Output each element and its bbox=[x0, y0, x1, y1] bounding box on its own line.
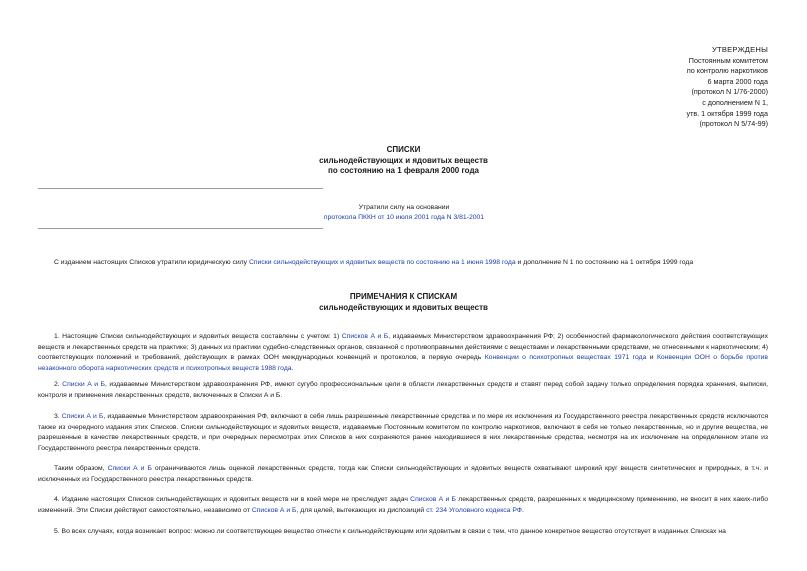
approval-line: (протокол N 5/74-99) bbox=[699, 119, 768, 129]
approval-line: 6 марта 2000 года bbox=[707, 76, 768, 86]
lists-a-b-link[interactable]: Списков А и Б bbox=[341, 333, 389, 340]
lists-a-b-link[interactable]: Списки А и Б bbox=[61, 413, 104, 420]
note-paragraph-2 bbox=[38, 380, 768, 401]
approval-line: по контролю наркотиков bbox=[686, 66, 768, 76]
text-run: 2. bbox=[54, 381, 63, 388]
text-run: лекарственных средств, разрешенных к медицинскому применению, не вносит в них каких-либо изменений. Эти Списки действуют самостоятельно, независимо от bbox=[38, 496, 768, 514]
lost-force-link[interactable]: протокола ПККН от 10 июля 2001 года N 3/81-2001 bbox=[323, 213, 485, 221]
divider-bottom bbox=[38, 228, 323, 229]
lost-force-note bbox=[38, 203, 770, 222]
lists-a-b-link[interactable]: Списки А и Б bbox=[62, 381, 105, 388]
convention-1971-link[interactable]: Конвенции о психотропных веществах 1971 года bbox=[484, 354, 647, 362]
note-paragraph-4 bbox=[38, 495, 768, 516]
notes-title-line: сильнодействующих и ядовитых веществ bbox=[319, 302, 488, 312]
convention-1988-link[interactable]: Конвенции ООН о борьбе против незаконного оборота наркотических средств и психотропных веществ 1988 года bbox=[38, 354, 768, 372]
approval-heading: УТВЕРЖДЕНЫ bbox=[712, 45, 768, 54]
text-run: С изданием настоящих Списков утратили юридическую силу bbox=[54, 259, 249, 266]
approval-line: (протокол N 1/76-2000) bbox=[691, 87, 768, 97]
note-paragraph-5 bbox=[38, 527, 768, 538]
note-paragraph-3 bbox=[38, 412, 768, 454]
text-run: 3. bbox=[54, 413, 62, 420]
text-run: . bbox=[521, 506, 524, 514]
criminal-code-article-link[interactable]: ст. 234 Уголовного кодекса РФ bbox=[426, 506, 522, 514]
text-run: , издаваемые Министерством здравоохранения РФ, имеют сугубо профессиональные цели в области лекарственных средств и ставят перед собой задачу только определения порядка хранения, выписки, контроля и применения лекарственных средств, включенных в Списки А и Б. bbox=[38, 381, 768, 399]
title-line: по состоянию на 1 февраля 2000 года bbox=[328, 166, 479, 176]
approval-stamp bbox=[608, 45, 768, 130]
intro-paragraph bbox=[38, 258, 768, 269]
text-run: , издаваемых Министерством здравоохранения РФ; 2) особенностей фармакологического действия соответствующих веществ и лекарственных средств на практике; 3) данных из практики судебно-следственных органов, связанной с противоправными действиями с веществами и лекарственными средствами, не отнесенными к наркотическим; 4) соответствующих положений и требований, действующих в рамках ООН международных конвенций и протоколов, в первую очередь bbox=[38, 333, 768, 362]
notes-title bbox=[0, 292, 807, 313]
title-line: сильнодействующих и ядовитых веществ bbox=[319, 155, 488, 165]
text-run: 5. Во всех случаях, когда возникает вопрос: можно ли соответствующее вещество отнести к сильнодействующим или ядовитым в связи с тем, что данное конкретное вещество отсутствует в изданных Списках на bbox=[54, 528, 726, 535]
text-run: и дополнение N 1 по состоянию на 1 октября 1999 года bbox=[515, 259, 694, 266]
text-run: 4. Издание настоящих Списков сильнодействующих и ядовитых веществ ни в коей мере не преследует задач bbox=[54, 496, 411, 503]
approval-line: Постоянным комитетом bbox=[688, 55, 768, 65]
lists-a-b-link[interactable]: Списков А и Б bbox=[251, 506, 297, 514]
approval-line: утв. 1 октября 1999 года bbox=[686, 108, 768, 118]
lost-force-text: Утратили силу на основании bbox=[358, 204, 450, 211]
divider-top bbox=[38, 188, 323, 189]
lists-a-b-link[interactable]: Списки А и Б bbox=[107, 465, 152, 472]
note-paragraph-1 bbox=[38, 332, 768, 374]
text-run: 1. Настоящие Списки сильнодействующих и ядовитых веществ составлены с учетом: 1) bbox=[54, 333, 342, 340]
title-line: СПИСКИ bbox=[386, 145, 421, 154]
text-run: ограничиваются лишь оценкой лекарственных средств, тогда как Списки сильнодействующих и ядовитых веществ охватывают широкий круг веществ синтетических и природных, в т.ч. и исключенных из Государственного реестра лекарственных средств. bbox=[38, 465, 768, 483]
text-run: . bbox=[291, 364, 294, 372]
text-run: и bbox=[646, 354, 657, 362]
previous-lists-link[interactable]: Списки сильнодействующих и ядовитых веществ по состоянию на 1 июня 1998 года bbox=[248, 259, 516, 266]
approval-line: с дополнением N 1, bbox=[702, 97, 768, 107]
text-run: , для целей, вытекающих из диспозиций bbox=[296, 506, 427, 514]
note-paragraph-3b bbox=[38, 464, 768, 485]
lists-a-b-link[interactable]: Списков А и Б bbox=[410, 496, 456, 503]
notes-title-line: ПРИМЕЧАНИЯ К СПИСКАМ bbox=[349, 292, 458, 301]
document-title bbox=[0, 145, 807, 177]
text-run: Таким образом, bbox=[54, 465, 108, 472]
text-run: , издаваемые Министерством здравоохранения РФ, включают в себя лишь разрешенные лекарственные средства и по мере их исключения из Государственного реестра лекарственных средств исключаются также из очередного издания этих Списков. Списки сильнодействующих и ядовитых веществ, издаваемые Постоянным комитетом по контролю наркотиков, включают в себя не только лекарственные, но и другие вещества, не разрешенные в качестве лекарственных средств, и при очередных пересмотрах этих Списков в них сохраняются ранее находившиеся в них лекарственные средства, несмотря на их исключение на определенном этапе из Государственного реестра лекарственных средств. bbox=[38, 413, 769, 452]
